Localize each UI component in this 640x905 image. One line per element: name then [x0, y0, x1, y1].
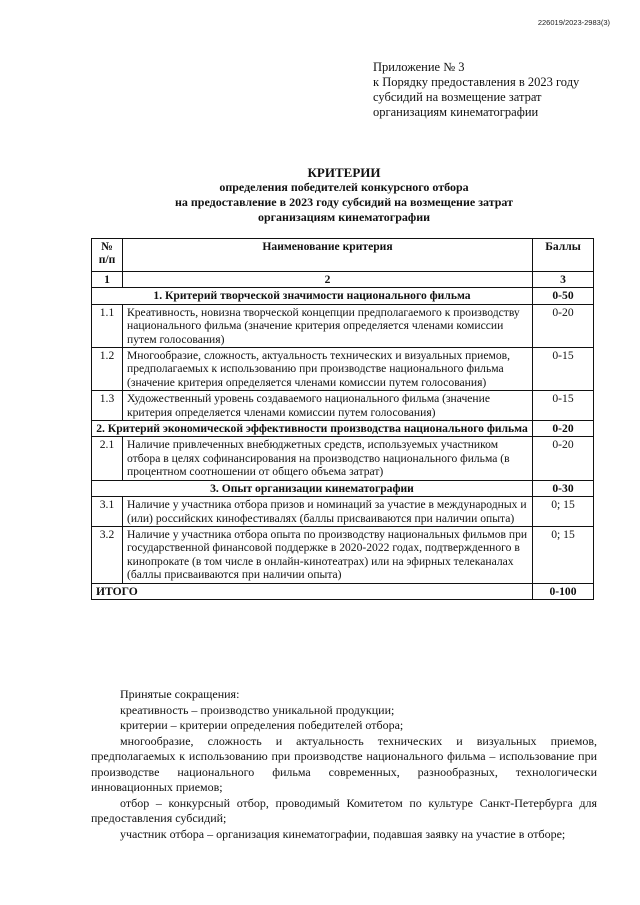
row-criterion: Художественный уровень создаваемого национального фильма (значение критерия определяется членами комиссии путем голосования)	[123, 391, 533, 421]
row-score: 0-15	[533, 348, 594, 391]
column-index-1: 1	[92, 272, 123, 288]
title-main: КРИТЕРИИ	[307, 165, 381, 180]
column-index-row	[92, 272, 594, 288]
appendix-line-3: субсидий на возмещение затрат	[373, 90, 542, 104]
section-title: 2. Критерий экономической эффективности производства национального фильма	[92, 421, 533, 437]
row-criterion: Наличие у участника отбора призов и номинаций за участие в международных и (или) российских кинофестивалях (баллы присваиваются при наличии опыта)	[123, 497, 533, 527]
abbreviation-item: многообразие, сложность и актуальность технических и визуальных приемов, предполагаемых к использованию при производстве национального фильма – использование при производстве национального фильма современных, разнообразных, технологически инновационных приемов;	[91, 733, 597, 794]
appendix-line-4: организациям кинематографии	[373, 105, 539, 119]
total-score: 0-100	[533, 583, 594, 599]
row-number: 2.1	[92, 437, 123, 480]
table-row	[92, 348, 594, 391]
abbreviations-heading: Принятые сокращения:	[120, 687, 240, 701]
row-number: 1.3	[92, 391, 123, 421]
header-name: Наименование критерия	[123, 239, 533, 272]
total-row	[92, 583, 594, 599]
section-score: 0-30	[533, 480, 594, 496]
row-criterion: Наличие привлеченных внебюджетных средств, используемых участником отбора в целях софинансирования на производство национального фильма (в процентном соотношении от общего объема затрат)	[123, 437, 533, 480]
table-row	[92, 437, 594, 480]
row-score: 0-20	[533, 437, 594, 480]
row-score: 0; 15	[533, 497, 594, 527]
row-criterion: Креативность, новизна творческой концепции предполагаемого к производству национального фильма (значение критерия определяется членами комиссии путем голосования)	[123, 304, 533, 347]
section-title: 3. Опыт организации кинематографии	[92, 480, 533, 496]
header-number-line-2: п/п	[98, 253, 116, 266]
title-line-2: определения победителей конкурсного отбора	[219, 180, 469, 194]
row-number: 1.1	[92, 304, 123, 347]
abbreviation-item: отбор – конкурсный отбор, проводимый Комитетом по культуре Санкт-Петербурга для предоставления субсидий;	[91, 795, 597, 825]
section-row	[92, 480, 594, 496]
row-number: 1.2	[92, 348, 123, 391]
document-title	[80, 165, 608, 225]
table-row	[92, 391, 594, 421]
row-criterion: Наличие у участника отбора опыта по производству национальных фильмов при государственной финансовой поддержке в 2020-2022 годах, подтвержденного в кинопрокате (в том числе в онлайн-кинотеатрах) или на эфирных телеканалах (баллы присваиваются при наличии опыта)	[123, 526, 533, 583]
row-number: 3.2	[92, 526, 123, 583]
table-row	[92, 304, 594, 347]
total-label: ИТОГО	[92, 583, 533, 599]
abbreviation-item: критерии – критерии определения победителей отбора;	[120, 718, 404, 732]
header-number	[92, 239, 123, 272]
section-title: 1. Критерий творческой значимости национального фильма	[92, 288, 533, 304]
appendix-line-1: Приложение № 3	[373, 60, 465, 74]
section-score: 0-20	[533, 421, 594, 437]
row-score: 0-15	[533, 391, 594, 421]
title-line-3: на предоставление в 2023 году субсидий на возмещение затрат	[174, 195, 514, 209]
section-row	[92, 288, 594, 304]
appendix-line-2: к Порядку предоставления в 2023 году	[373, 75, 580, 89]
row-score: 0-20	[533, 304, 594, 347]
table-row	[92, 497, 594, 527]
section-row	[92, 421, 594, 437]
column-index-2: 2	[123, 272, 533, 288]
criteria-table	[91, 238, 594, 600]
table-header-row	[92, 239, 594, 272]
header-score: Баллы	[533, 239, 594, 272]
appendix-block	[373, 60, 623, 120]
row-score: 0; 15	[533, 526, 594, 583]
row-criterion: Многообразие, сложность, актуальность технических и визуальных приемов, предполагаемых к использованию при производстве национального фильма (значение критерия определяется членами комиссии путем голосования)	[123, 348, 533, 391]
header-number-line-1: №	[101, 240, 113, 253]
column-index-3: 3	[533, 272, 594, 288]
abbreviation-item: креативность – производство уникальной продукции;	[120, 702, 395, 717]
document-number: 226019/2023-2983(3)	[537, 18, 610, 27]
section-score: 0-50	[533, 288, 594, 304]
abbreviation-item: участник отбора – организация кинематографии, подавшая заявку на участие в отборе;	[120, 826, 566, 841]
table-row	[92, 526, 594, 583]
title-line-4: организациям кинематографии	[257, 210, 431, 224]
abbreviations-block	[91, 687, 597, 842]
row-number: 3.1	[92, 497, 123, 527]
